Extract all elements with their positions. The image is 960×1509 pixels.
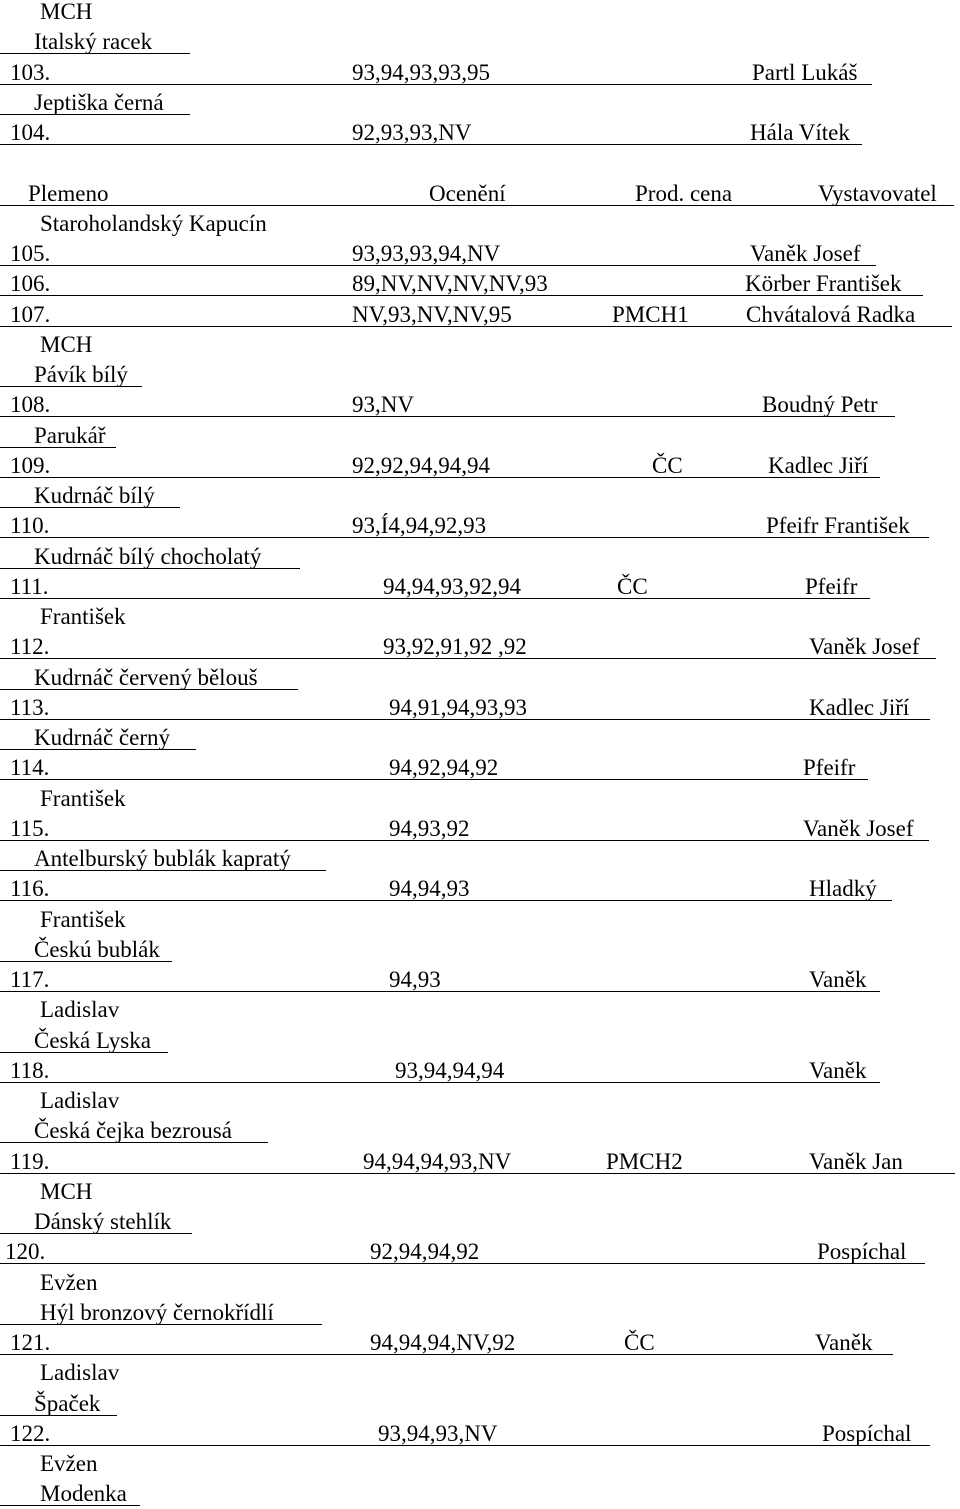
entry-scores: 94,94,94,93,NV <box>363 1149 512 1174</box>
continuation-text: František <box>40 907 126 932</box>
entry-number: 103. <box>10 60 51 85</box>
entry-number: 104. <box>10 120 51 145</box>
entry-number: 115. <box>10 816 50 841</box>
continuation-text: Ladislav <box>40 997 120 1022</box>
breed-heading: Jeptiška černá <box>34 90 164 115</box>
breed-heading: Italský racek <box>34 29 153 54</box>
entry-exhibitor: Pfeifr <box>803 755 856 780</box>
continuation-text: Staroholandský Kapucín <box>40 211 267 236</box>
underline-rule <box>0 658 936 659</box>
underline-rule <box>0 1082 880 1083</box>
underline-rule <box>0 779 868 780</box>
underline-rule <box>0 870 326 871</box>
breed-heading: Pávík bílý <box>34 362 128 387</box>
entry-number: 111. <box>10 574 49 599</box>
underline-rule <box>0 114 190 115</box>
entry-scores: 93,NV <box>352 392 414 417</box>
entry-number: 121. <box>10 1330 51 1355</box>
entry-scores: 94,93 <box>389 967 441 992</box>
column-header-exhibitor: Vystavovatel <box>818 181 937 206</box>
underline-rule <box>0 84 872 85</box>
underline-rule <box>0 568 300 569</box>
entry-number: 110. <box>10 513 50 538</box>
underline-rule <box>0 840 929 841</box>
underline-rule <box>0 295 923 296</box>
entry-number: 107. <box>10 302 51 327</box>
continuation-text: MCH <box>40 332 93 357</box>
entry-number: 122. <box>10 1421 51 1446</box>
entry-exhibitor: Hála Vítek <box>750 120 850 145</box>
entry-number: 118. <box>10 1058 50 1083</box>
breed-heading: Českú bublák <box>34 937 160 962</box>
breed-heading: Hýl bronzový černokřídlí <box>40 1300 274 1325</box>
breed-heading: Dánský stehlík <box>34 1209 172 1234</box>
underline-rule <box>0 1142 268 1143</box>
underline-rule <box>0 1263 925 1264</box>
underline-rule <box>0 447 116 448</box>
entry-scores: 93,94,94,94 <box>395 1058 505 1083</box>
underline-rule <box>0 416 895 417</box>
entry-prize: ČC <box>624 1330 655 1355</box>
entry-scores: 93,93,93,94,NV <box>352 241 501 266</box>
underline-rule <box>0 719 930 720</box>
entry-exhibitor: Vaněk Josef <box>809 634 920 659</box>
entry-scores: 94,94,94,NV,92 <box>370 1330 516 1355</box>
entry-number: 117. <box>10 967 50 992</box>
entry-prize: ČC <box>617 574 648 599</box>
entry-prize: ČC <box>652 453 683 478</box>
entry-scores: 93,92,91,92 ,92 <box>383 634 527 659</box>
entry-scores: 94,92,94,92 <box>389 755 499 780</box>
breed-heading: Česká čejka bezrousá <box>34 1118 232 1143</box>
entry-exhibitor: Vaněk Josef <box>803 816 914 841</box>
entry-number: 108. <box>10 392 51 417</box>
underline-rule <box>0 991 880 992</box>
underline-rule <box>0 53 190 54</box>
underline-rule <box>0 1233 192 1234</box>
underline-rule <box>0 326 952 327</box>
underline-rule <box>0 477 880 478</box>
continuation-text: Ladislav <box>40 1360 120 1385</box>
entry-scores: NV,93,NV,NV,95 <box>352 302 512 327</box>
entry-exhibitor: Vaněk Josef <box>750 241 861 266</box>
entry-exhibitor: Boudný Petr <box>762 392 878 417</box>
entry-exhibitor: Chvátalová Radka <box>746 302 916 327</box>
underline-rule <box>0 900 892 901</box>
entry-exhibitor: Pfeifr František <box>766 513 910 538</box>
underline-rule <box>0 1324 322 1325</box>
entry-number: 109. <box>10 453 51 478</box>
underline-rule <box>0 386 142 387</box>
entry-number: 120. <box>5 1239 46 1264</box>
underline-rule <box>0 961 172 962</box>
entry-number: 116. <box>10 876 50 901</box>
entry-prize: PMCH1 <box>612 302 689 327</box>
entry-scores: 92,94,94,92 <box>370 1239 480 1264</box>
entry-exhibitor: Kadlec Jiří <box>768 453 869 478</box>
underline-rule <box>0 598 870 599</box>
breed-heading: Modenka <box>40 1481 127 1506</box>
underline-rule <box>0 1415 117 1416</box>
continuation-text: Ladislav <box>40 1088 120 1113</box>
underline-rule <box>0 507 180 508</box>
entry-number: 105. <box>10 241 51 266</box>
underline-rule <box>0 1173 955 1174</box>
entry-exhibitor: Vaněk <box>809 967 867 992</box>
entry-scores: 89,NV,NV,NV,NV,93 <box>352 271 548 296</box>
entry-exhibitor: Vaněk <box>815 1330 873 1355</box>
entry-scores: 92,93,93,NV <box>352 120 472 145</box>
entry-number: 114. <box>10 755 50 780</box>
breed-heading: Špaček <box>34 1391 101 1416</box>
breed-heading: Kudrnáč bílý <box>34 483 155 508</box>
entry-scores: 94,91,94,93,93 <box>389 695 527 720</box>
entry-number: 112. <box>10 634 50 659</box>
underline-rule <box>0 144 862 145</box>
column-header-prize: Prod. cena <box>635 181 733 206</box>
entry-exhibitor: Pospíchal <box>817 1239 907 1264</box>
column-header-breed: Plemeno <box>28 181 109 206</box>
entry-exhibitor: Vaněk Jan <box>809 1149 903 1174</box>
entry-scores: 94,93,92 <box>389 816 470 841</box>
entry-number: 113. <box>10 695 50 720</box>
entry-prize: PMCH2 <box>606 1149 683 1174</box>
underline-rule <box>0 205 954 206</box>
underline-rule <box>0 265 876 266</box>
breed-heading: Kudrnáč bílý chocholatý <box>34 544 262 569</box>
entry-exhibitor: Körber František <box>745 271 902 296</box>
breed-heading: Parukář <box>34 423 106 448</box>
underline-rule <box>0 1354 893 1355</box>
continuation-text: Evžen <box>40 1451 98 1476</box>
underline-rule <box>0 1445 930 1446</box>
entry-number: 106. <box>10 271 51 296</box>
entry-exhibitor: Pospíchal <box>822 1421 912 1446</box>
column-header-scores: Ocenění <box>429 181 506 206</box>
entry-scores: 94,94,93 <box>389 876 470 901</box>
entry-exhibitor: Partl Lukáš <box>752 60 858 85</box>
entry-number: 119. <box>10 1149 50 1174</box>
breed-heading: Kudrnáč černý <box>34 725 171 750</box>
continuation-text: MCH <box>40 1179 93 1204</box>
entry-scores: 92,92,94,94,94 <box>352 453 490 478</box>
underline-rule <box>0 537 929 538</box>
continuation-text: František <box>40 786 126 811</box>
underline-rule <box>0 1505 140 1506</box>
continuation-text: František <box>40 604 126 629</box>
entry-exhibitor: Hladký <box>809 876 877 901</box>
breed-heading: Antelburský bublák kapratý <box>34 846 291 871</box>
entry-scores: 93,94,93,NV <box>378 1421 498 1446</box>
underline-rule <box>0 689 298 690</box>
entry-exhibitor: Vaněk <box>809 1058 867 1083</box>
breed-heading: Kudrnáč červený bělouš <box>34 665 258 690</box>
continuation-text: Evžen <box>40 1270 98 1295</box>
underline-rule <box>0 1052 168 1053</box>
continuation-text: MCH <box>40 0 93 24</box>
underline-rule <box>0 749 196 750</box>
entry-exhibitor: Pfeifr <box>805 574 858 599</box>
entry-scores: 93,94,93,93,95 <box>352 60 490 85</box>
entry-scores: 94,94,93,92,94 <box>383 574 521 599</box>
entry-scores: 93,Í4,94,92,93 <box>352 513 487 538</box>
entry-exhibitor: Kadlec Jiří <box>809 695 910 720</box>
breed-heading: Česká Lyska <box>34 1028 151 1053</box>
